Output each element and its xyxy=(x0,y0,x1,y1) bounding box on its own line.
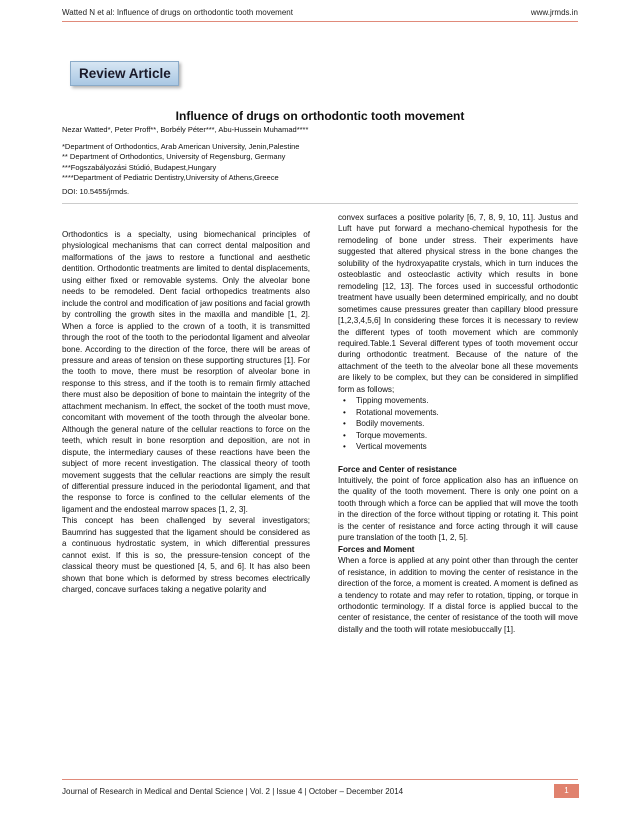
movement-types-list xyxy=(338,395,578,452)
list-item: • Bodily movements. xyxy=(356,418,578,429)
left-column xyxy=(62,229,310,596)
metadata-divider xyxy=(62,203,578,204)
header-divider xyxy=(62,21,578,22)
affiliations xyxy=(62,142,299,183)
journal-citation: Journal of Research in Medical and Dental Science | Vol. 2 | Issue 4 | October – December 2014 xyxy=(62,787,404,796)
list-item: • Vertical movements xyxy=(356,441,578,452)
section-heading-force-center: Force and Center of resistance xyxy=(338,464,457,474)
doi[interactable]: DOI: 10.5455/jrmds. xyxy=(62,187,130,196)
list-item: • Rotational movements. xyxy=(356,407,578,418)
affiliation-2: ** Department of Orthodontics, University of Regensburg, Germany xyxy=(62,152,286,162)
right-column xyxy=(338,212,578,635)
affiliation-1: *Department of Orthodontics, Arab American University, Jenin,Palestine xyxy=(62,142,300,151)
site-link[interactable]: www.jrmds.in xyxy=(530,8,578,17)
body-paragraph-1: Orthodontics is a specialty, using biomechanical principles of physiological mechanisms that can correct dental malposition and malformations of the jaws to restore a functional and aesthetic dentition. Orthodontic treatments are limited to dental displacements, using either fixed or removable systems. Only the alveolar bone needs to be remodeled. Dent facial orthopedics treatments also include the control and modification of jaw positions and facial growth by controlling the growth sites in the maxilla and mandible [1, 2]. When a force is applied to the crown of a tooth, it is transmitted through the root of the tooth to the periodontal ligament and alveolar bone. According to the direction of the force, there will be areas of pressure and areas of tension on these supporting structures [1]. For the tooth to move, there must be resorption of alveolar bone in response to this stress, and if the tooth is to remain firmly attached there must also be deposition of bone to maintain the integrity of the attachment mechanism. In effect, the socket of the tooth must move, concomitant with movement of the tooth through the alveolar bone. Although the general nature of the cellular reactions to force on the teeth, which result in bone resorption and deposition, are not in dispute, the intermediary causes of these reactions have been the subject of more recent investigation. The classical theory of tooth movement suggests that the cellular reactions are simply the result of differential pressure induced in the periodontal ligament, and that the response to force is confined to the cellular elements of the ligament and the endosteal marrow spaces [1, 2, 3]. xyxy=(62,230,310,514)
body-paragraph-3: convex surfaces a positive polarity [6, 7, 8, 9, 10, 11]. Justus and Luft have put forward a mechano-chemical hypothesis for the remodeling of bone under stress. Their experiments have suggested that altered physical stress in the bone changes the solubility of the hydroxyapatite crystals, which in turn induces the osteoblastic and osteoclastic activity which results in bone remodeling [12, 13]. The forces used in successful orthodontic treatment have usually been determined empirically, and no doubt sometimes cause pressures greater than capillary blood pressure [1,2,3,4,5,6] In considering these forces it is necessary to review the different types of tooth movement which are commonly required.Table.1 Several different types of tooth movement occur during orthodontic treatment. Because of the nature of the attachment of the teeth to the alveolar bone all these movements are likely to be complex, but they can be considered in simplified form as follows; xyxy=(338,213,578,394)
list-item: • Torque movements. xyxy=(356,430,578,441)
body-paragraph-4: Intuitively, the point of force application also has an influence on the quality of the tooth movement. There is only one point on a tooth through which a force can be applied that will move the tooth in the direction of the force without tipping or rotating it. This point is the center of resistance and force acting through it will cause pure translation of the tooth [1, 2, 5]. xyxy=(338,475,578,543)
author-list: Nezar Watted*, Peter Proff**, Borbély Péter***, Abu-Hussein Muhamad**** xyxy=(62,125,309,134)
body-paragraph-2: This concept has been challenged by several investigators; Baumrind has suggested that the ligament should be considered as a continuous hydrostatic system, in which differential pressures cannot exist. If this is so, the pressure-tension concept of the classical theory must be questioned [4, 5, and 6]. It has also been shown that bone which is deformed by stress becomes electrically charged, concave surfaces taking a negative polarity and xyxy=(62,516,310,595)
body-paragraph-5: When a force is applied at any point other than through the center of resistance, in addition to moving the center of resistance in the direction of the force, a moment is created. A moment is defined as a tendency to rotate and may refer to rotation, tipping, or torque in orthodontic terminology. If a distal force is applied buccal to the center of resistance, the center of resistance of the tooth will move distally and the tooth will rotate mesiobuccally [1]. xyxy=(338,556,578,634)
running-title: Watted N et al: Influence of drugs on orthodontic tooth movement xyxy=(62,8,293,17)
section-heading-forces-moment: Forces and Moment xyxy=(338,544,415,554)
list-item: • Tipping movements. xyxy=(356,395,578,406)
footer-divider xyxy=(62,779,578,780)
article-type-badge: Review Article xyxy=(70,61,179,86)
page-number: 1 xyxy=(554,784,579,798)
affiliation-3: ***Fogszabályozási Stúdió, Budapest,Hungary xyxy=(62,162,217,172)
article-title: Influence of drugs on orthodontic tooth movement xyxy=(175,109,465,123)
affiliation-4: ****Department of Pediatric Dentistry,University of Athens,Greece xyxy=(62,172,279,182)
